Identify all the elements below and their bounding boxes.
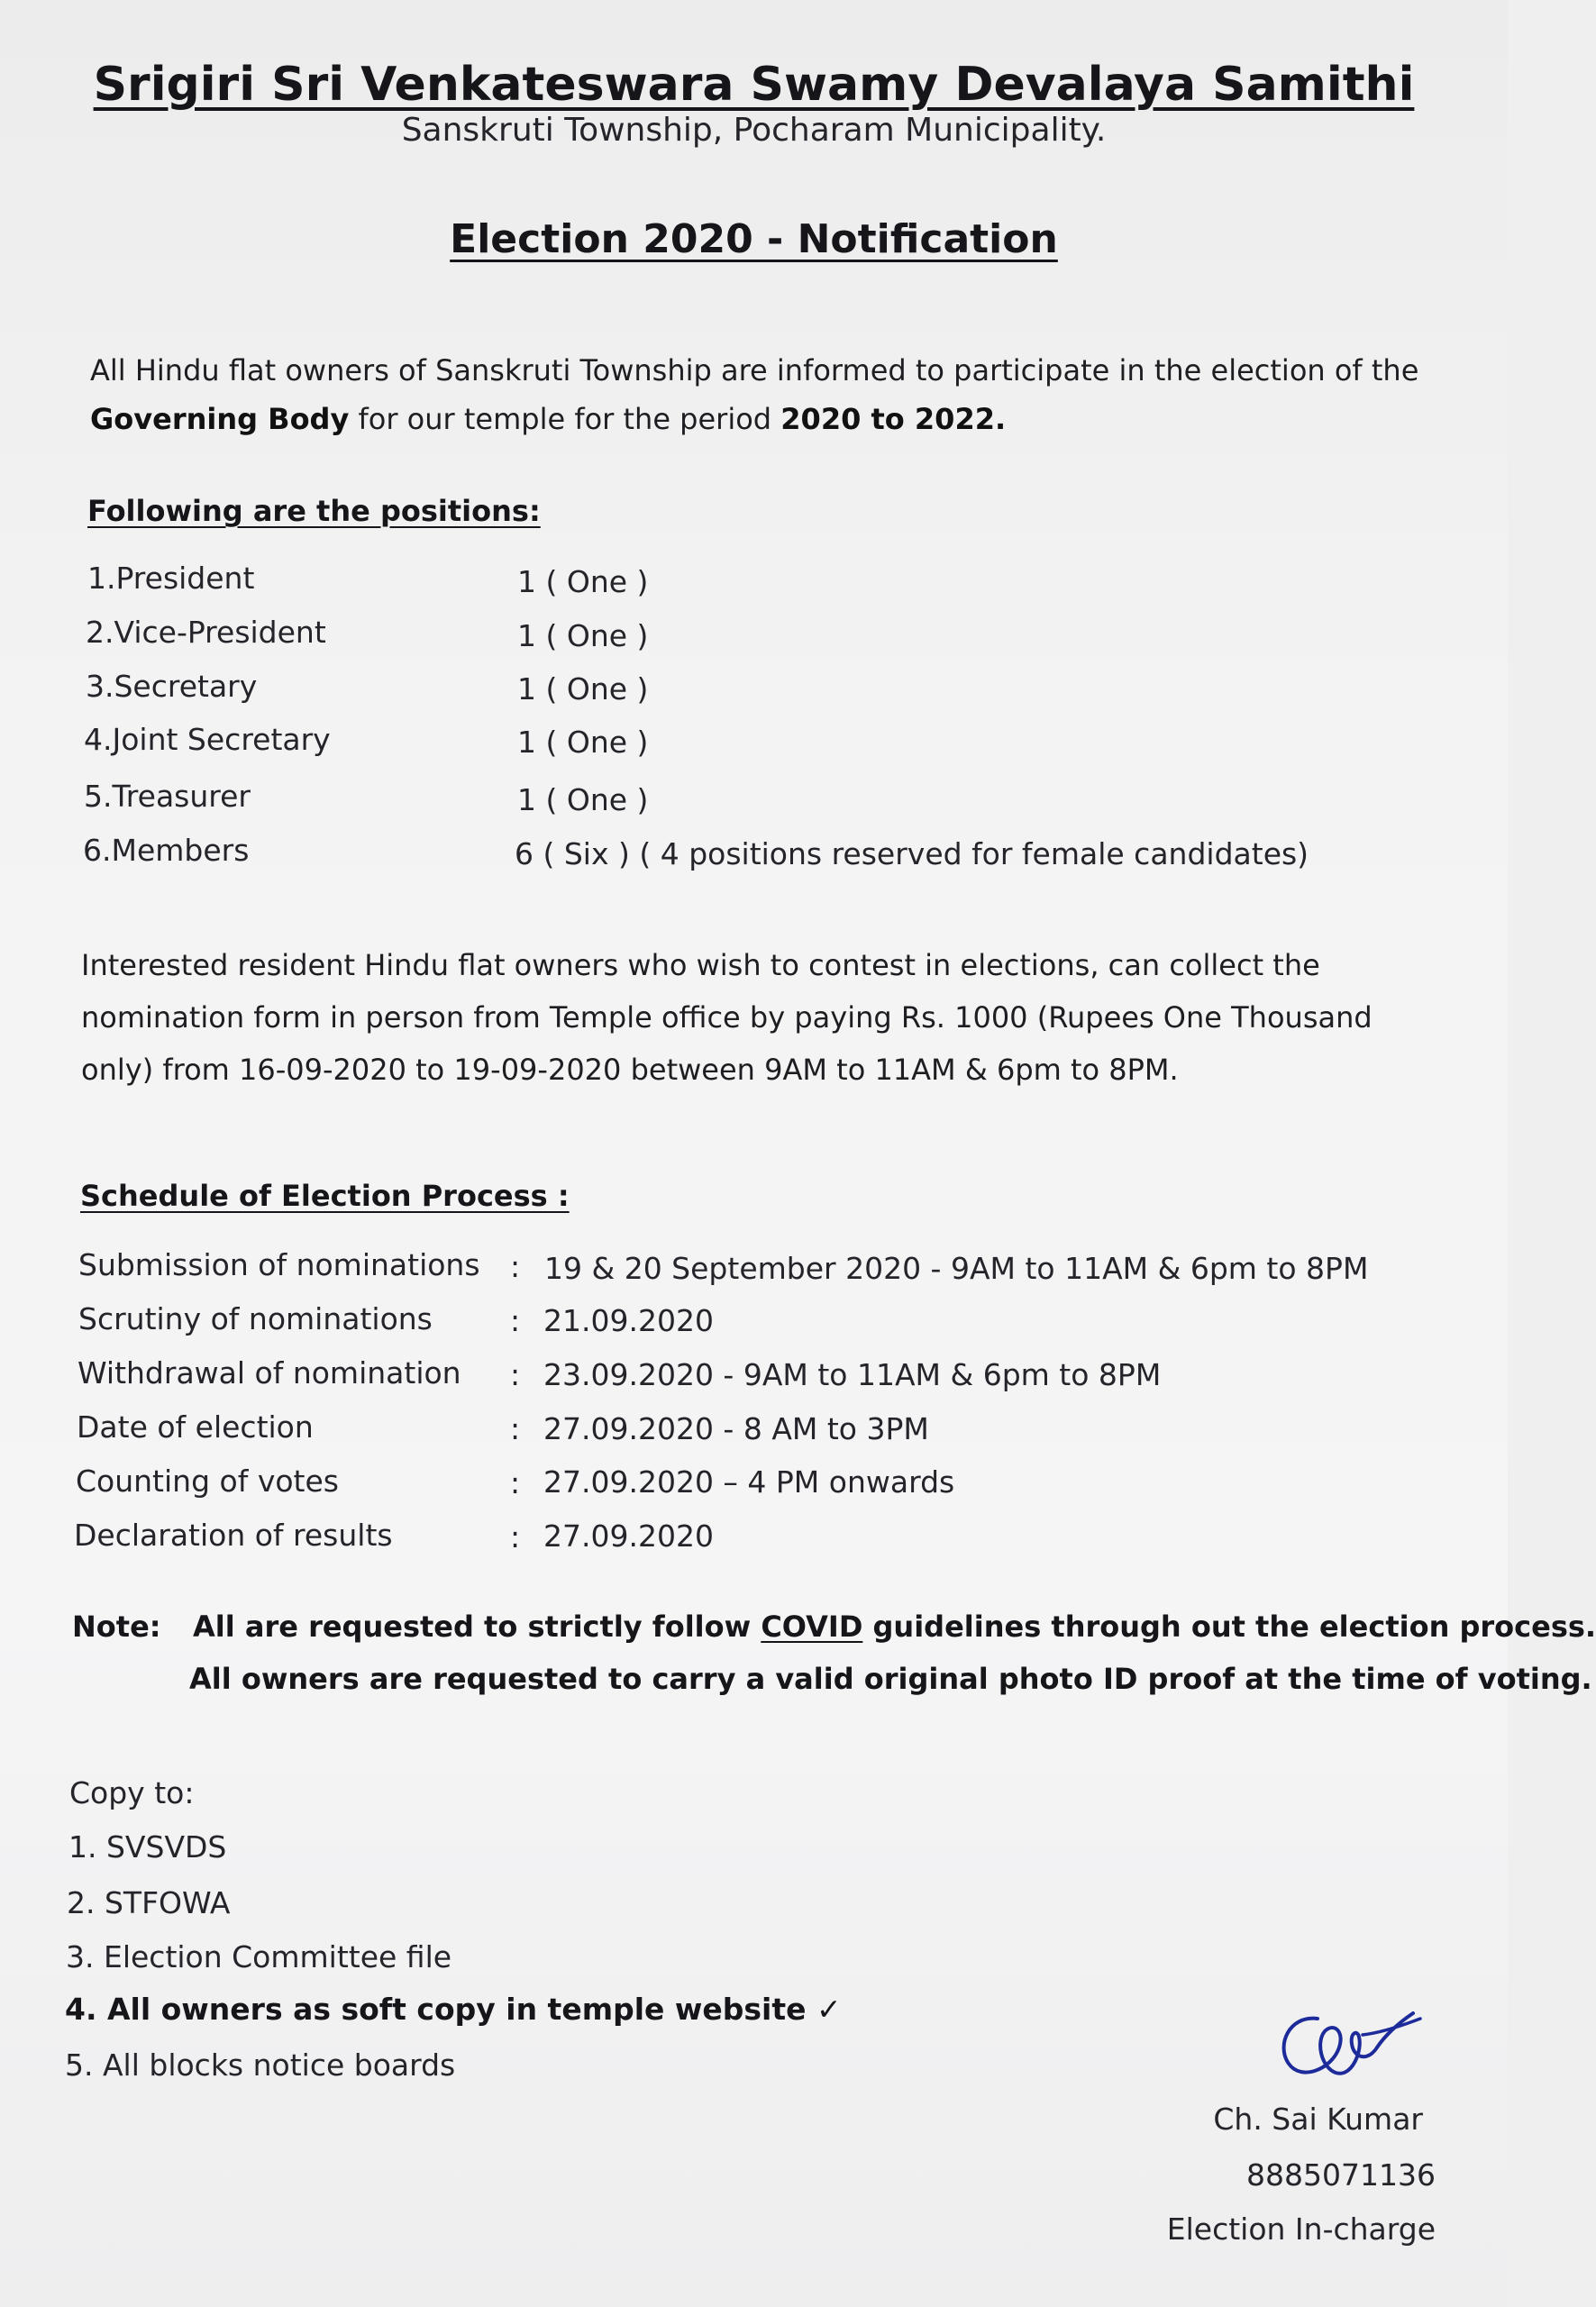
schedule-colon: :	[510, 1357, 521, 1392]
schedule-label: Withdrawal of nomination	[78, 1355, 461, 1391]
schedule-label: Declaration of results	[74, 1518, 393, 1553]
note-label: Note:	[72, 1609, 161, 1644]
position-name: 6.Members	[83, 833, 250, 868]
position-count: 1 ( One )	[517, 782, 649, 817]
schedule-value: 23.09.2020 - 9AM to 11AM & 6pm to 8PM	[543, 1357, 1162, 1392]
schedule-colon: :	[510, 1249, 521, 1284]
position-count: 1 ( One )	[517, 618, 649, 653]
signatory-name: Ch. Sai Kumar	[1213, 2102, 1423, 2137]
position-name: 4.Joint Secretary	[84, 722, 331, 757]
schedule-colon: :	[510, 1303, 521, 1338]
signature-icon	[1262, 1992, 1433, 2103]
copy-to-item: 4. All owners as soft copy in temple website ✓	[65, 1992, 842, 2027]
copy-to-heading: Copy to:	[69, 1775, 195, 1810]
copy-to-item: 3. Election Committee file	[66, 1939, 452, 1974]
schedule-label: Counting of votes	[76, 1464, 339, 1499]
intro-text-1: All Hindu flat owners of Sanskruti Township are informed to participate in the election of the	[90, 353, 1419, 388]
position-name: 3.Secretary	[86, 669, 258, 704]
copy-to-item: 5. All blocks notice boards	[65, 2047, 456, 2083]
schedule-label: Date of election	[77, 1409, 314, 1445]
organization-name: Srigiri Sri Venkateswara Swamy Devalaya Samithi	[93, 58, 1415, 112]
intro-text-2: for our temple for the period	[349, 402, 781, 436]
schedule-colon: :	[510, 1465, 521, 1500]
position-count: 1 ( One )	[517, 725, 649, 760]
schedule-label: Submission of nominations	[78, 1247, 480, 1282]
positions-heading: Following are the positions:	[87, 494, 541, 528]
organization-address: Sanskruti Township, Pocharam Municipality.	[401, 112, 1107, 149]
position-name: 1.President	[87, 561, 255, 596]
schedule-value: 27.09.2020 – 4 PM onwards	[543, 1464, 955, 1500]
intro-paragraph	[90, 346, 1424, 443]
nomination-paragraph: Interested resident Hindu flat owners who wish to contest in elections, can collect the nomination form in person from Temple office by paying Rs. 1000 (Rupees One Thousand only) from 16-09-2020 to 19-09-2020 between 9AM to 11AM & 6pm to 8PM.	[81, 948, 1373, 1087]
schedule-value: 21.09.2020	[543, 1303, 714, 1338]
schedule-value: 27.09.2020 - 8 AM to 3PM	[543, 1411, 929, 1446]
schedule-colon: :	[510, 1519, 521, 1555]
schedule-heading: Schedule of Election Process :	[80, 1179, 570, 1213]
copy-to-item: 1. SVSVDS	[68, 1829, 227, 1865]
position-count: 6 ( Six ) ( 4 positions reserved for female candidates)	[515, 836, 1309, 871]
position-name: 2.Vice-President	[86, 615, 326, 650]
intro-period: 2020 to 2022.	[780, 402, 1007, 436]
note-line-2: All owners are requested to carry a valid original photo ID proof at the time of voting.	[189, 1662, 1592, 1696]
copy-to-item: 2. STFOWA	[67, 1885, 231, 1920]
schedule-colon: :	[510, 1411, 521, 1446]
notice-title: Election 2020 - Notification	[450, 216, 1058, 262]
position-name: 5.Treasurer	[84, 779, 251, 814]
position-count: 1 ( One )	[517, 671, 649, 707]
schedule-value: 19 & 20 September 2020 - 9AM to 11AM & 6pm to 8PM	[544, 1251, 1369, 1286]
schedule-value: 27.09.2020	[543, 1518, 714, 1554]
position-count: 1 ( One )	[517, 564, 649, 599]
schedule-label: Scrutiny of nominations	[78, 1301, 433, 1336]
signatory-phone: 8885071136	[1246, 2157, 1436, 2193]
signatory-role: Election In-charge	[1166, 2211, 1436, 2247]
covid-underlined: COVID	[761, 1609, 863, 1644]
intro-governing-body: Governing Body	[90, 402, 350, 436]
note-line-1: All are requested to strictly follow COVID guidelines through out the election process.	[193, 1609, 1596, 1644]
